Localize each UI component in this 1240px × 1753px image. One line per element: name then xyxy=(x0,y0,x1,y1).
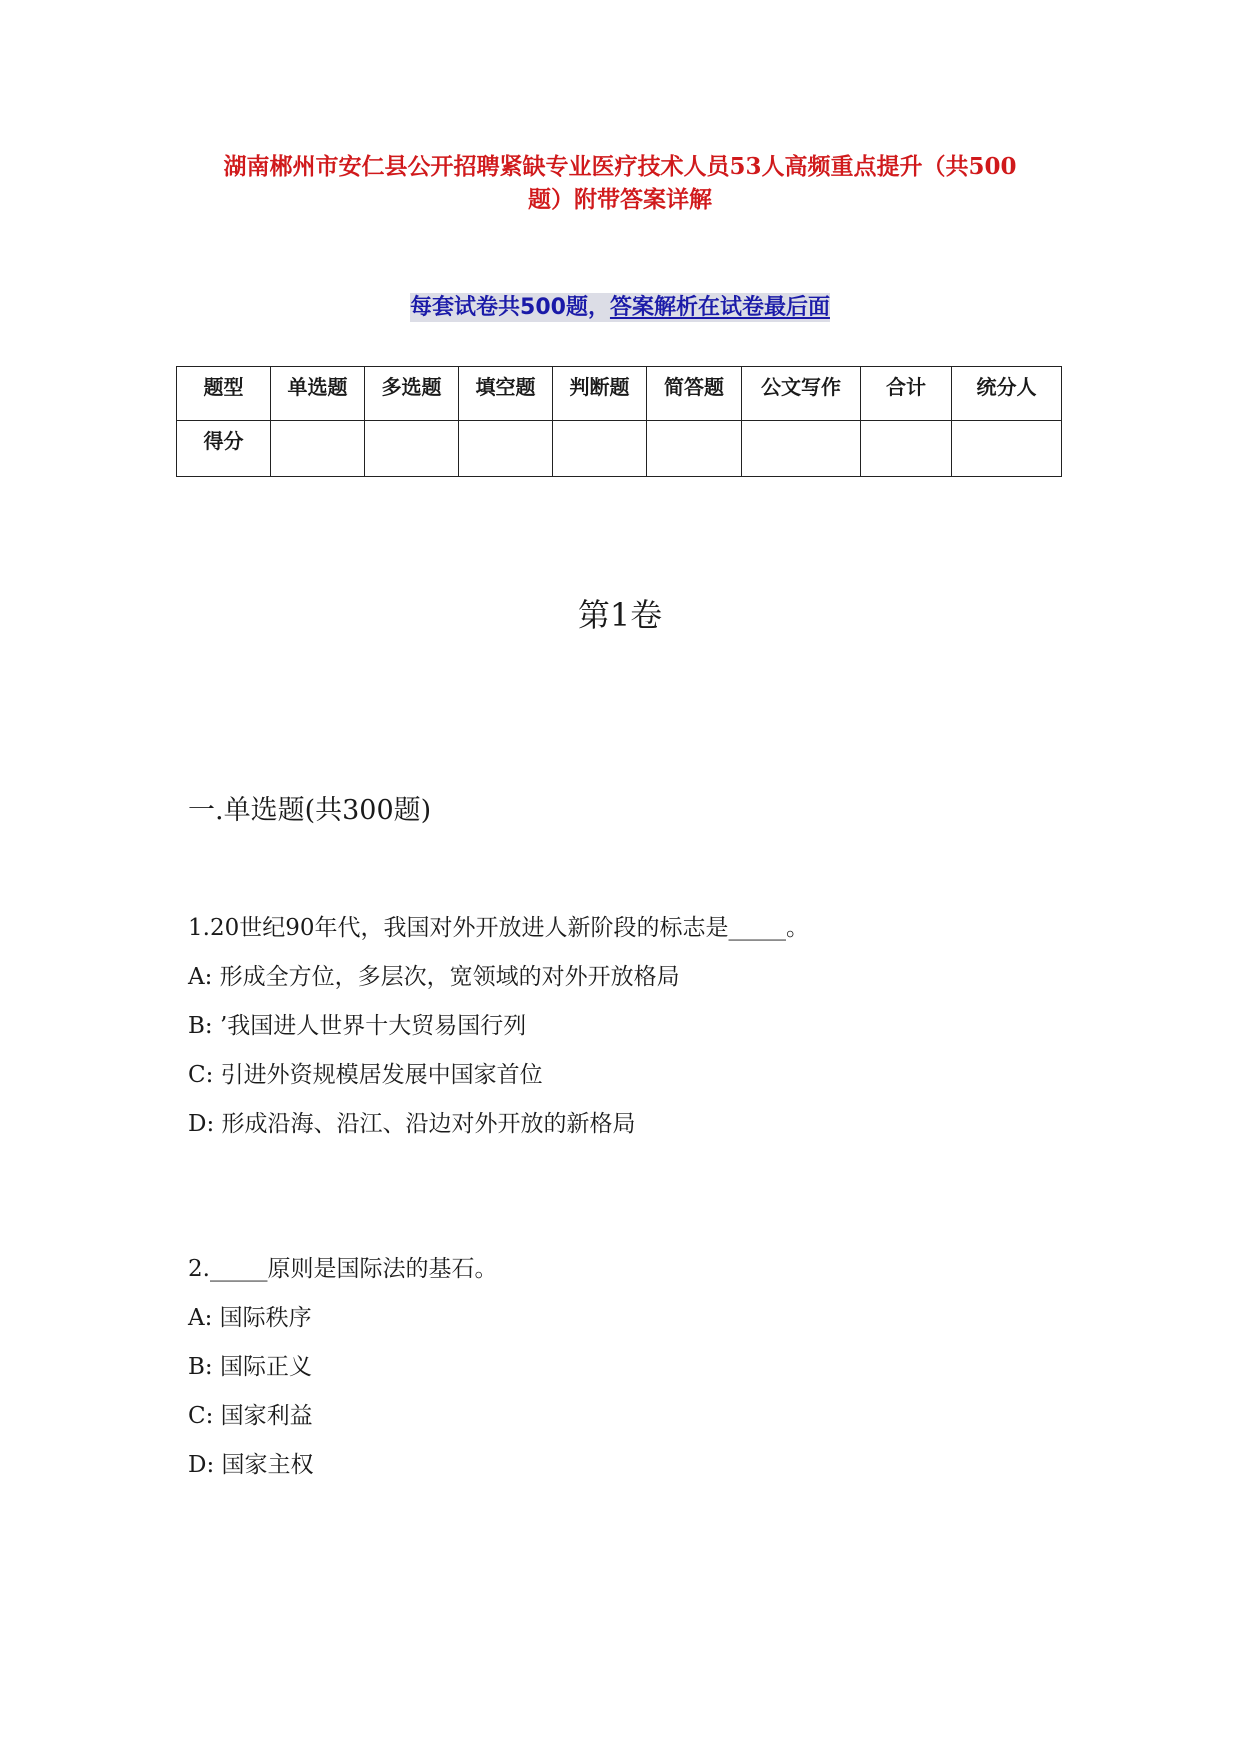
score-row-label: 得分 xyxy=(177,421,271,477)
exam-note xyxy=(0,292,1240,324)
document-title xyxy=(180,150,1060,216)
header-cell-single-choice: 单选题 xyxy=(271,367,365,421)
score-cell-scorer[interactable] xyxy=(952,421,1062,477)
question-2-option-b: B: 国际正义 xyxy=(188,1354,312,1380)
header-cell-true-false: 判断题 xyxy=(553,367,647,421)
question-2 xyxy=(188,1245,1088,1490)
header-cell-fill-blank: 填空题 xyxy=(459,367,553,421)
answer-location-link[interactable]: 答案解析在试卷最后面 xyxy=(609,295,830,320)
question-2-stem: 2._____原则是国际法的基石。 xyxy=(188,1256,498,1282)
question-1-option-b: B: ’我国进人世界十大贸易国行列 xyxy=(188,1013,527,1039)
score-table-score-row xyxy=(177,421,1062,477)
score-cell-fill-blank[interactable] xyxy=(459,421,553,477)
score-cell-single-choice[interactable] xyxy=(271,421,365,477)
header-cell-total: 合计 xyxy=(861,367,952,421)
document-title-line1: 湖南郴州市安仁县公开招聘紧缺专业医疗技术人员53人高频重点提升（共500 xyxy=(223,153,1017,180)
question-1-stem: 1.20世纪90年代，我国对外开放进人新阶段的标志是_____。 xyxy=(188,915,809,941)
volume-title: 第1卷 xyxy=(577,596,663,634)
header-cell-type: 题型 xyxy=(177,367,271,421)
header-cell-short-answer: 简答题 xyxy=(647,367,742,421)
score-cell-total[interactable] xyxy=(861,421,952,477)
question-1-option-a: A: 形成全方位，多层次，宽领域的对外开放格局 xyxy=(188,964,680,990)
question-1 xyxy=(188,904,1088,1149)
score-table xyxy=(176,366,1062,477)
score-table-header-row xyxy=(177,367,1062,421)
question-1-option-c: C: 引进外资规模居发展中国家首位 xyxy=(188,1062,543,1088)
header-cell-scorer: 统分人 xyxy=(952,367,1062,421)
header-cell-document-writing: 公文写作 xyxy=(742,367,861,421)
header-cell-multiple-choice: 多选题 xyxy=(365,367,459,421)
question-2-option-c: C: 国家利益 xyxy=(188,1403,313,1429)
score-cell-true-false[interactable] xyxy=(553,421,647,477)
question-2-option-a: A: 国际秩序 xyxy=(188,1305,312,1331)
score-cell-multiple-choice[interactable] xyxy=(365,421,459,477)
question-2-option-d: D: 国家主权 xyxy=(188,1452,314,1478)
document-title-line2: 题）附带答案详解 xyxy=(528,186,712,213)
section-title: 一.单选题(共300题) xyxy=(188,795,432,826)
score-cell-short-answer[interactable] xyxy=(647,421,742,477)
score-cell-document-writing[interactable] xyxy=(742,421,861,477)
exam-note-text: 每套试卷共500题， xyxy=(410,295,610,320)
question-1-option-d: D: 形成沿海、沿江、沿边对外开放的新格局 xyxy=(188,1111,636,1137)
